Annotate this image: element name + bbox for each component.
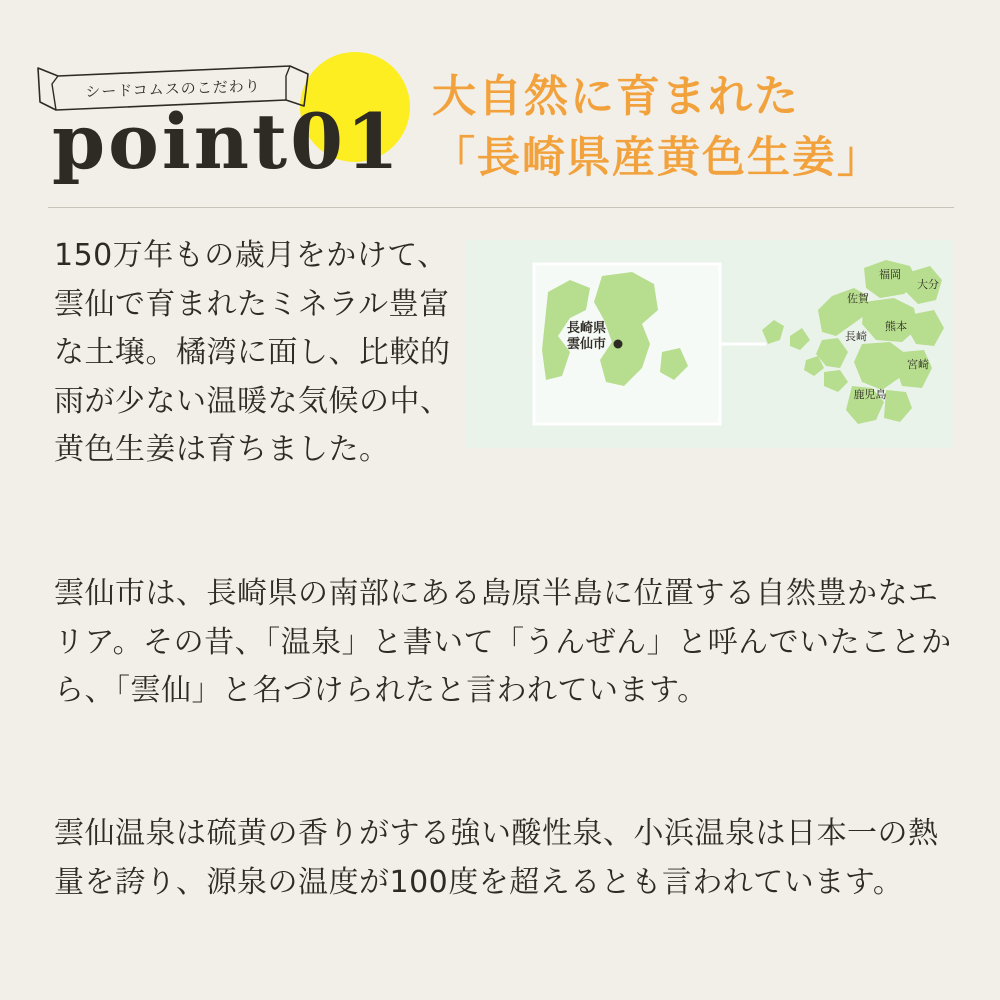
intro-paragraph: 150万年もの歳月をかけて、雲仙で育まれたミネラル豊富な土壌。橘湾に面し、比較的雨が少ない温暖な気候の中、黄色生姜は育ちました。	[54, 238, 451, 468]
svg-text:雲仙市: 雲仙市	[566, 337, 606, 352]
body-paragraph-3: 雲仙温泉は硫黄の香りがする強い酸性泉、小浜温泉は日本一の熱量を誇り、源泉の温度が100度を超えるとも言われています。	[54, 816, 939, 900]
svg-text:熊本: 熊本	[885, 320, 907, 333]
ribbon-label: シードコムスのこだわり	[85, 76, 261, 101]
headline-line-1: 大自然に育まれた	[432, 71, 800, 122]
map-inset	[534, 264, 720, 424]
svg-text:大分: 大分	[917, 278, 939, 291]
svg-text:鹿児島: 鹿児島	[853, 388, 887, 401]
map-illustration	[466, 240, 954, 448]
svg-text:長崎県: 長崎県	[566, 321, 606, 336]
header-divider	[48, 207, 954, 208]
headline	[432, 66, 882, 190]
point-number: point01	[52, 97, 402, 186]
headline-line-2: 「長崎県産黄色生姜」	[432, 133, 882, 184]
svg-text:長崎: 長崎	[845, 330, 867, 343]
svg-text:宮崎: 宮崎	[907, 358, 929, 371]
body-paragraph-2: 雲仙市は、長崎県の南部にある島原半島に位置する自然豊かなエリア。その昔、「温泉」と書いて「うんぜん」と呼んでいたことから、「雲仙」と名づけられたと言われています。	[54, 576, 952, 709]
svg-text:福岡: 福岡	[879, 268, 901, 281]
header	[0, 0, 1000, 210]
svg-text:佐賀: 佐賀	[847, 292, 869, 305]
kyushu-map-graphic	[466, 240, 954, 448]
